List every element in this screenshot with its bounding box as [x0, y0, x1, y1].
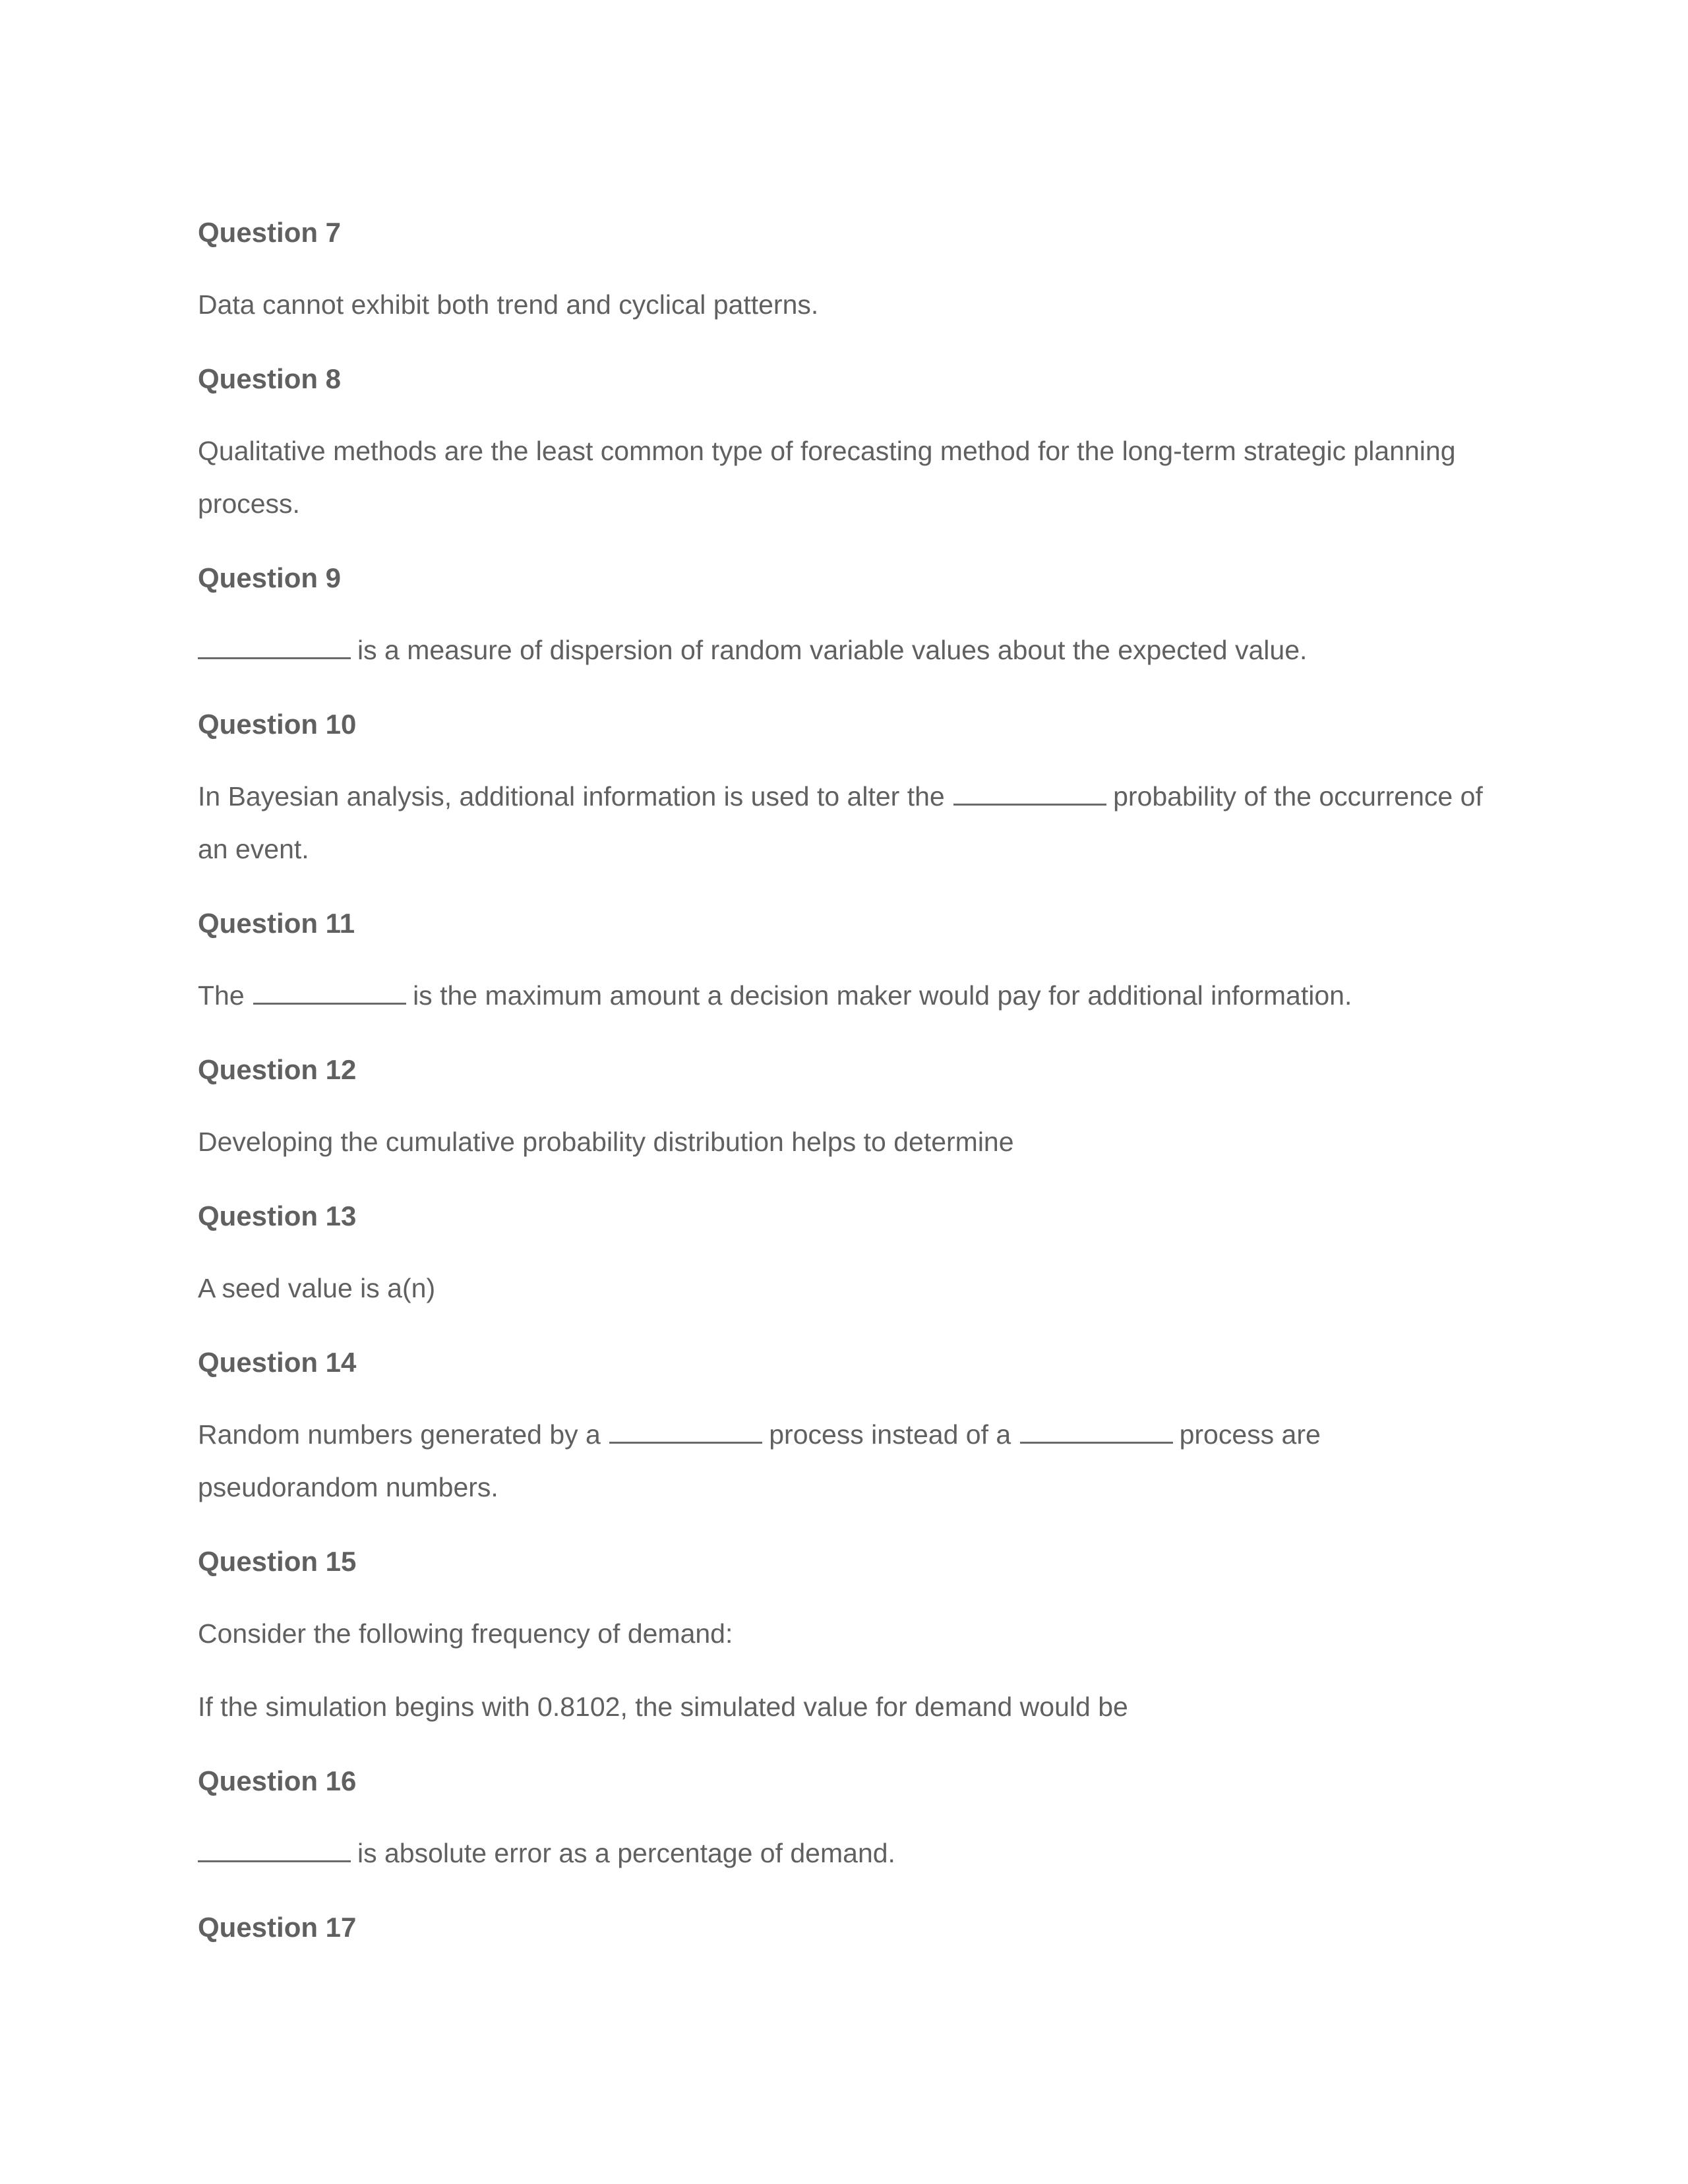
question-text — [198, 1115, 1497, 1168]
question-heading: Question 9 — [198, 562, 342, 593]
question-text — [198, 425, 1497, 530]
question-heading: Question 12 — [198, 1054, 357, 1085]
question-text — [198, 1827, 1497, 1879]
question-followup-text — [198, 1680, 1497, 1733]
question-heading: Question 15 — [198, 1546, 357, 1577]
question-text-part: In Bayesian analysis, additional information is used to alter the — [198, 781, 945, 812]
question-text-part: is the maximum amount a decision maker would pay for additional information. — [413, 980, 1352, 1011]
question-text-part: A seed value is a(n) — [198, 1273, 436, 1303]
question-text-part: process are pseudorandom numbers. — [198, 1419, 1321, 1502]
question-heading: Question 17 — [198, 1912, 357, 1943]
question-text-part: Consider the following frequency of demand: — [198, 1618, 733, 1649]
question-text-part: is absolute error as a percentage of demand. — [357, 1838, 895, 1868]
answer-blank — [953, 781, 1106, 806]
answer-blank — [609, 1419, 762, 1444]
question-text-part: The — [198, 980, 245, 1011]
question-text-part: Developing the cumulative probability distribution helps to determine — [198, 1127, 1014, 1157]
question-heading: Question 8 — [198, 363, 342, 394]
question-text-part: is a measure of dispersion of random variable values about the expected value. — [357, 635, 1308, 665]
answer-blank — [253, 980, 406, 1005]
question-heading: Question 14 — [198, 1347, 357, 1378]
question-text — [198, 1408, 1378, 1514]
answer-blank — [1020, 1419, 1173, 1444]
question-text-part: Random numbers generated by a — [198, 1419, 601, 1450]
question-text — [198, 1262, 1497, 1314]
question-text-part: probability of the occurrence of an event. — [198, 781, 1483, 864]
question-heading: Question 10 — [198, 709, 357, 740]
question-text-part: Data cannot exhibit both trend and cyclical patterns. — [198, 289, 819, 320]
question-text-part: Qualitative methods are the least common type of forecasting method for the long-term strategic planning process. — [198, 436, 1456, 519]
question-heading: Question 13 — [198, 1200, 357, 1231]
question-text-part: process instead of a — [769, 1419, 1011, 1450]
answer-blank — [198, 1838, 351, 1862]
answer-blank — [198, 635, 351, 659]
question-heading: Question 7 — [198, 217, 342, 248]
question-text — [198, 969, 1497, 1022]
question-heading: Question 16 — [198, 1765, 357, 1796]
question-text — [198, 1607, 1497, 1660]
question-text — [198, 770, 1497, 875]
question-text-part: If the simulation begins with 0.8102, the simulated value for demand would be — [198, 1692, 1128, 1722]
question-text — [198, 278, 1497, 331]
question-heading: Question 11 — [198, 908, 355, 939]
question-text — [198, 624, 1497, 676]
